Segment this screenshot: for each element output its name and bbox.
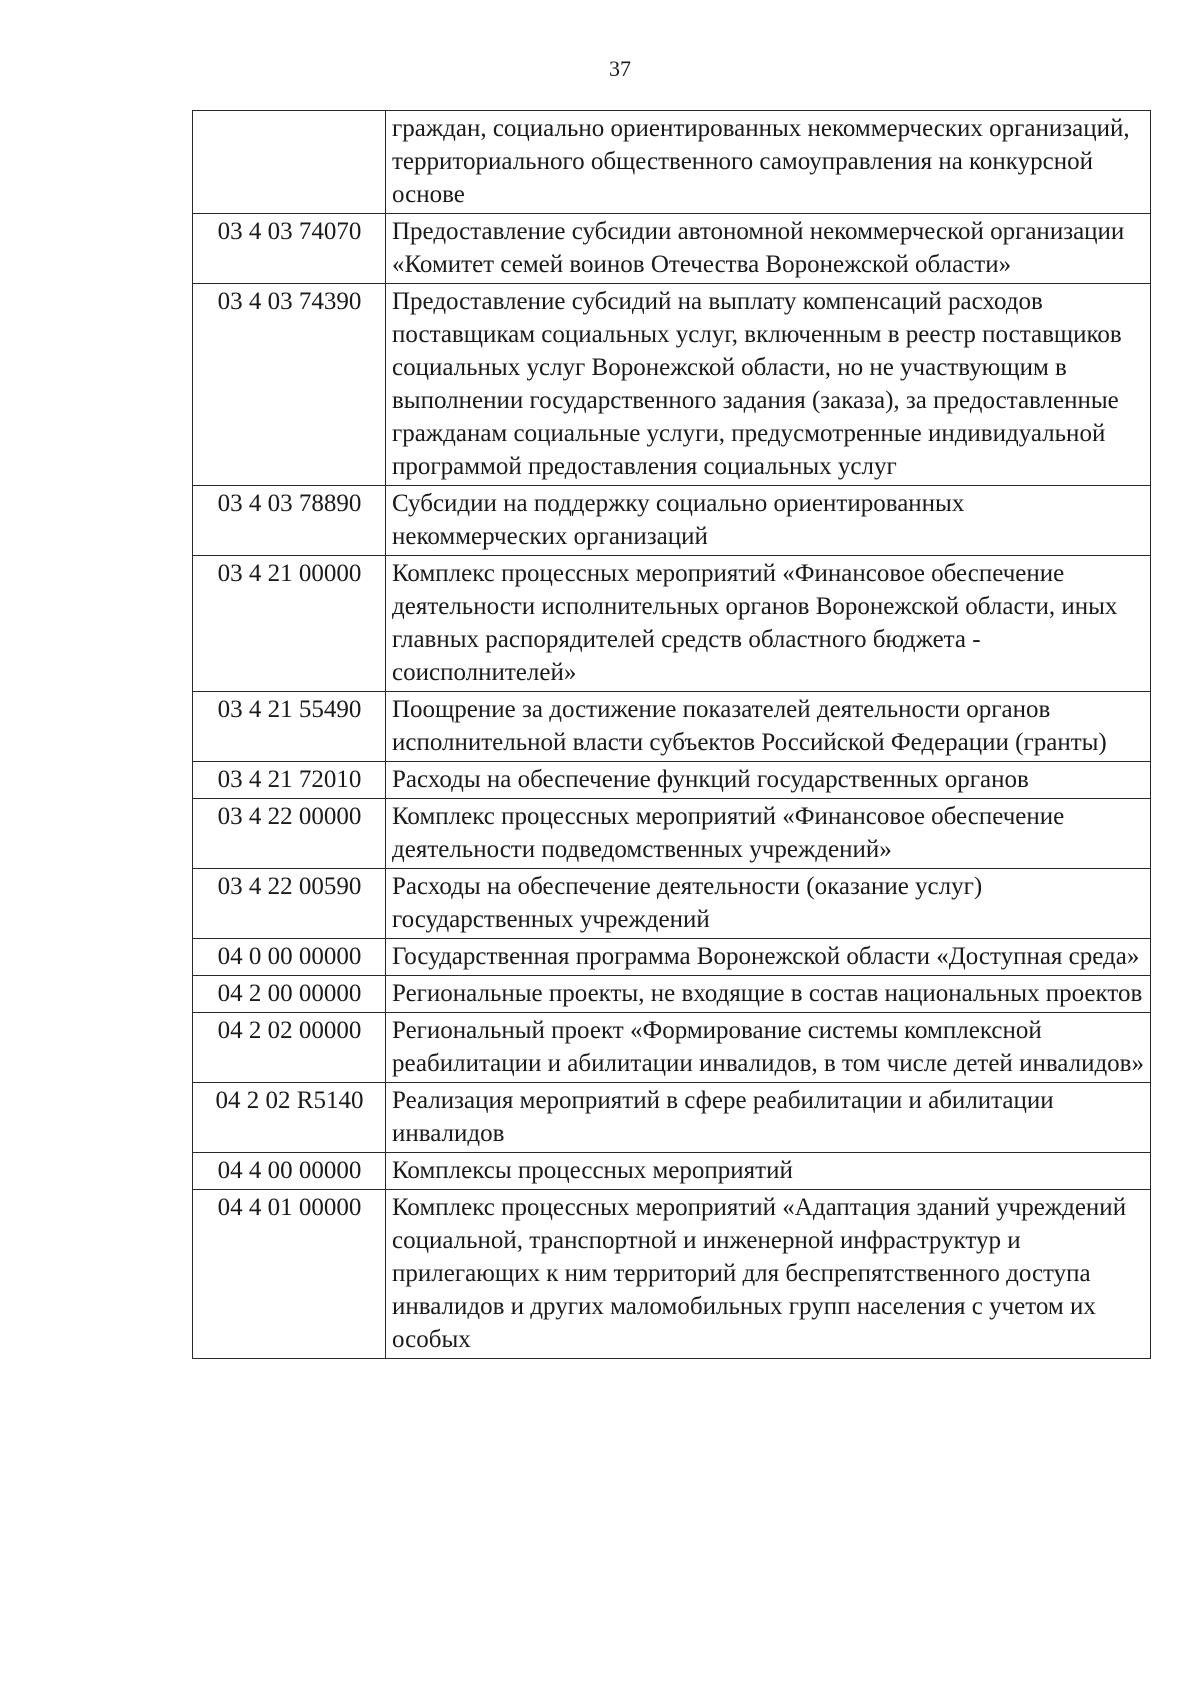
description-cell: Комплекс процессных мероприятий «Финансовое обеспечение деятельности подведомственных учреждений» [386, 799, 1151, 869]
description-cell: Комплекс процессных мероприятий «Финансовое обеспечение деятельности исполнительных органов Воронежской области, иных главных распорядителей средств областного бюджета - соисполнителей» [386, 556, 1151, 692]
table-row [193, 1153, 1151, 1190]
description-cell: Региональный проект «Формирование системы комплексной реабилитации и абилитации инвалидов, в том числе детей инвалидов» [386, 1013, 1151, 1083]
code-cell: 04 0 00 00000 [193, 939, 386, 976]
table-row [193, 111, 1151, 214]
budget-classification-table [192, 110, 1151, 1359]
table-row [193, 214, 1151, 284]
description-cell: Предоставление субсидий на выплату компенсаций расходов поставщикам социальных услуг, включенным в реестр поставщиков социальных услуг Воронежской области, но не участвующим в выполнении государственного задания (заказа), за предоставленные гражданам социальные услуги, предусмотренные индивидуальной программой предоставления социальных услуг [386, 284, 1151, 486]
description-cell: Реализация мероприятий в сфере реабилитации и абилитации инвалидов [386, 1083, 1151, 1153]
table-row [193, 939, 1151, 976]
description-cell: Комплекс процессных мероприятий «Адаптация зданий учреждений социальной, транспортной и инженерной инфраструктур и прилегающих к ним территорий для беспрепятственного доступа инвалидов и других маломобильных групп населения с учетом их особых [386, 1190, 1151, 1359]
description-cell: Государственная программа Воронежской области «Доступная среда» [386, 939, 1151, 976]
code-cell: 04 2 02 00000 [193, 1013, 386, 1083]
table-row [193, 692, 1151, 762]
code-cell: 03 4 22 00000 [193, 799, 386, 869]
code-cell: 04 2 02 R5140 [193, 1083, 386, 1153]
table-row [193, 976, 1151, 1013]
table-row [193, 762, 1151, 799]
description-cell: Региональные проекты, не входящие в состав национальных проектов [386, 976, 1151, 1013]
code-cell: 03 4 21 00000 [193, 556, 386, 692]
table-row [193, 284, 1151, 486]
code-cell: 03 4 03 74070 [193, 214, 386, 284]
code-cell: 03 4 21 55490 [193, 692, 386, 762]
description-cell: Субсидии на поддержку социально ориентированных некоммерческих организаций [386, 486, 1151, 556]
table-row [193, 1190, 1151, 1359]
description-cell: Комплексы процессных мероприятий [386, 1153, 1151, 1190]
code-cell: 03 4 03 74390 [193, 284, 386, 486]
code-cell: 03 4 21 72010 [193, 762, 386, 799]
description-cell: Поощрение за достижение показателей деятельности органов исполнительной власти субъектов Российской Федерации (гранты) [386, 692, 1151, 762]
description-cell: Расходы на обеспечение деятельности (оказание услуг) государственных учреждений [386, 869, 1151, 939]
page-number: 37 [609, 56, 631, 81]
code-cell: 03 4 03 78890 [193, 486, 386, 556]
table-row [193, 869, 1151, 939]
description-cell: Предоставление субсидии автономной некоммерческой организации «Комитет семей воинов Отечества Воронежской области» [386, 214, 1151, 284]
description-cell: граждан, социально ориентированных некоммерческих организаций, территориального общественного самоуправления на конкурсной основе [386, 111, 1151, 214]
table-row [193, 799, 1151, 869]
code-cell [193, 111, 386, 214]
table-row [193, 1013, 1151, 1083]
table-row [193, 486, 1151, 556]
table-row [193, 556, 1151, 692]
code-cell: 04 4 00 00000 [193, 1153, 386, 1190]
code-cell: 04 4 01 00000 [193, 1190, 386, 1359]
code-cell: 04 2 00 00000 [193, 976, 386, 1013]
description-cell: Расходы на обеспечение функций государственных органов [386, 762, 1151, 799]
code-cell: 03 4 22 00590 [193, 869, 386, 939]
table-row [193, 1083, 1151, 1153]
